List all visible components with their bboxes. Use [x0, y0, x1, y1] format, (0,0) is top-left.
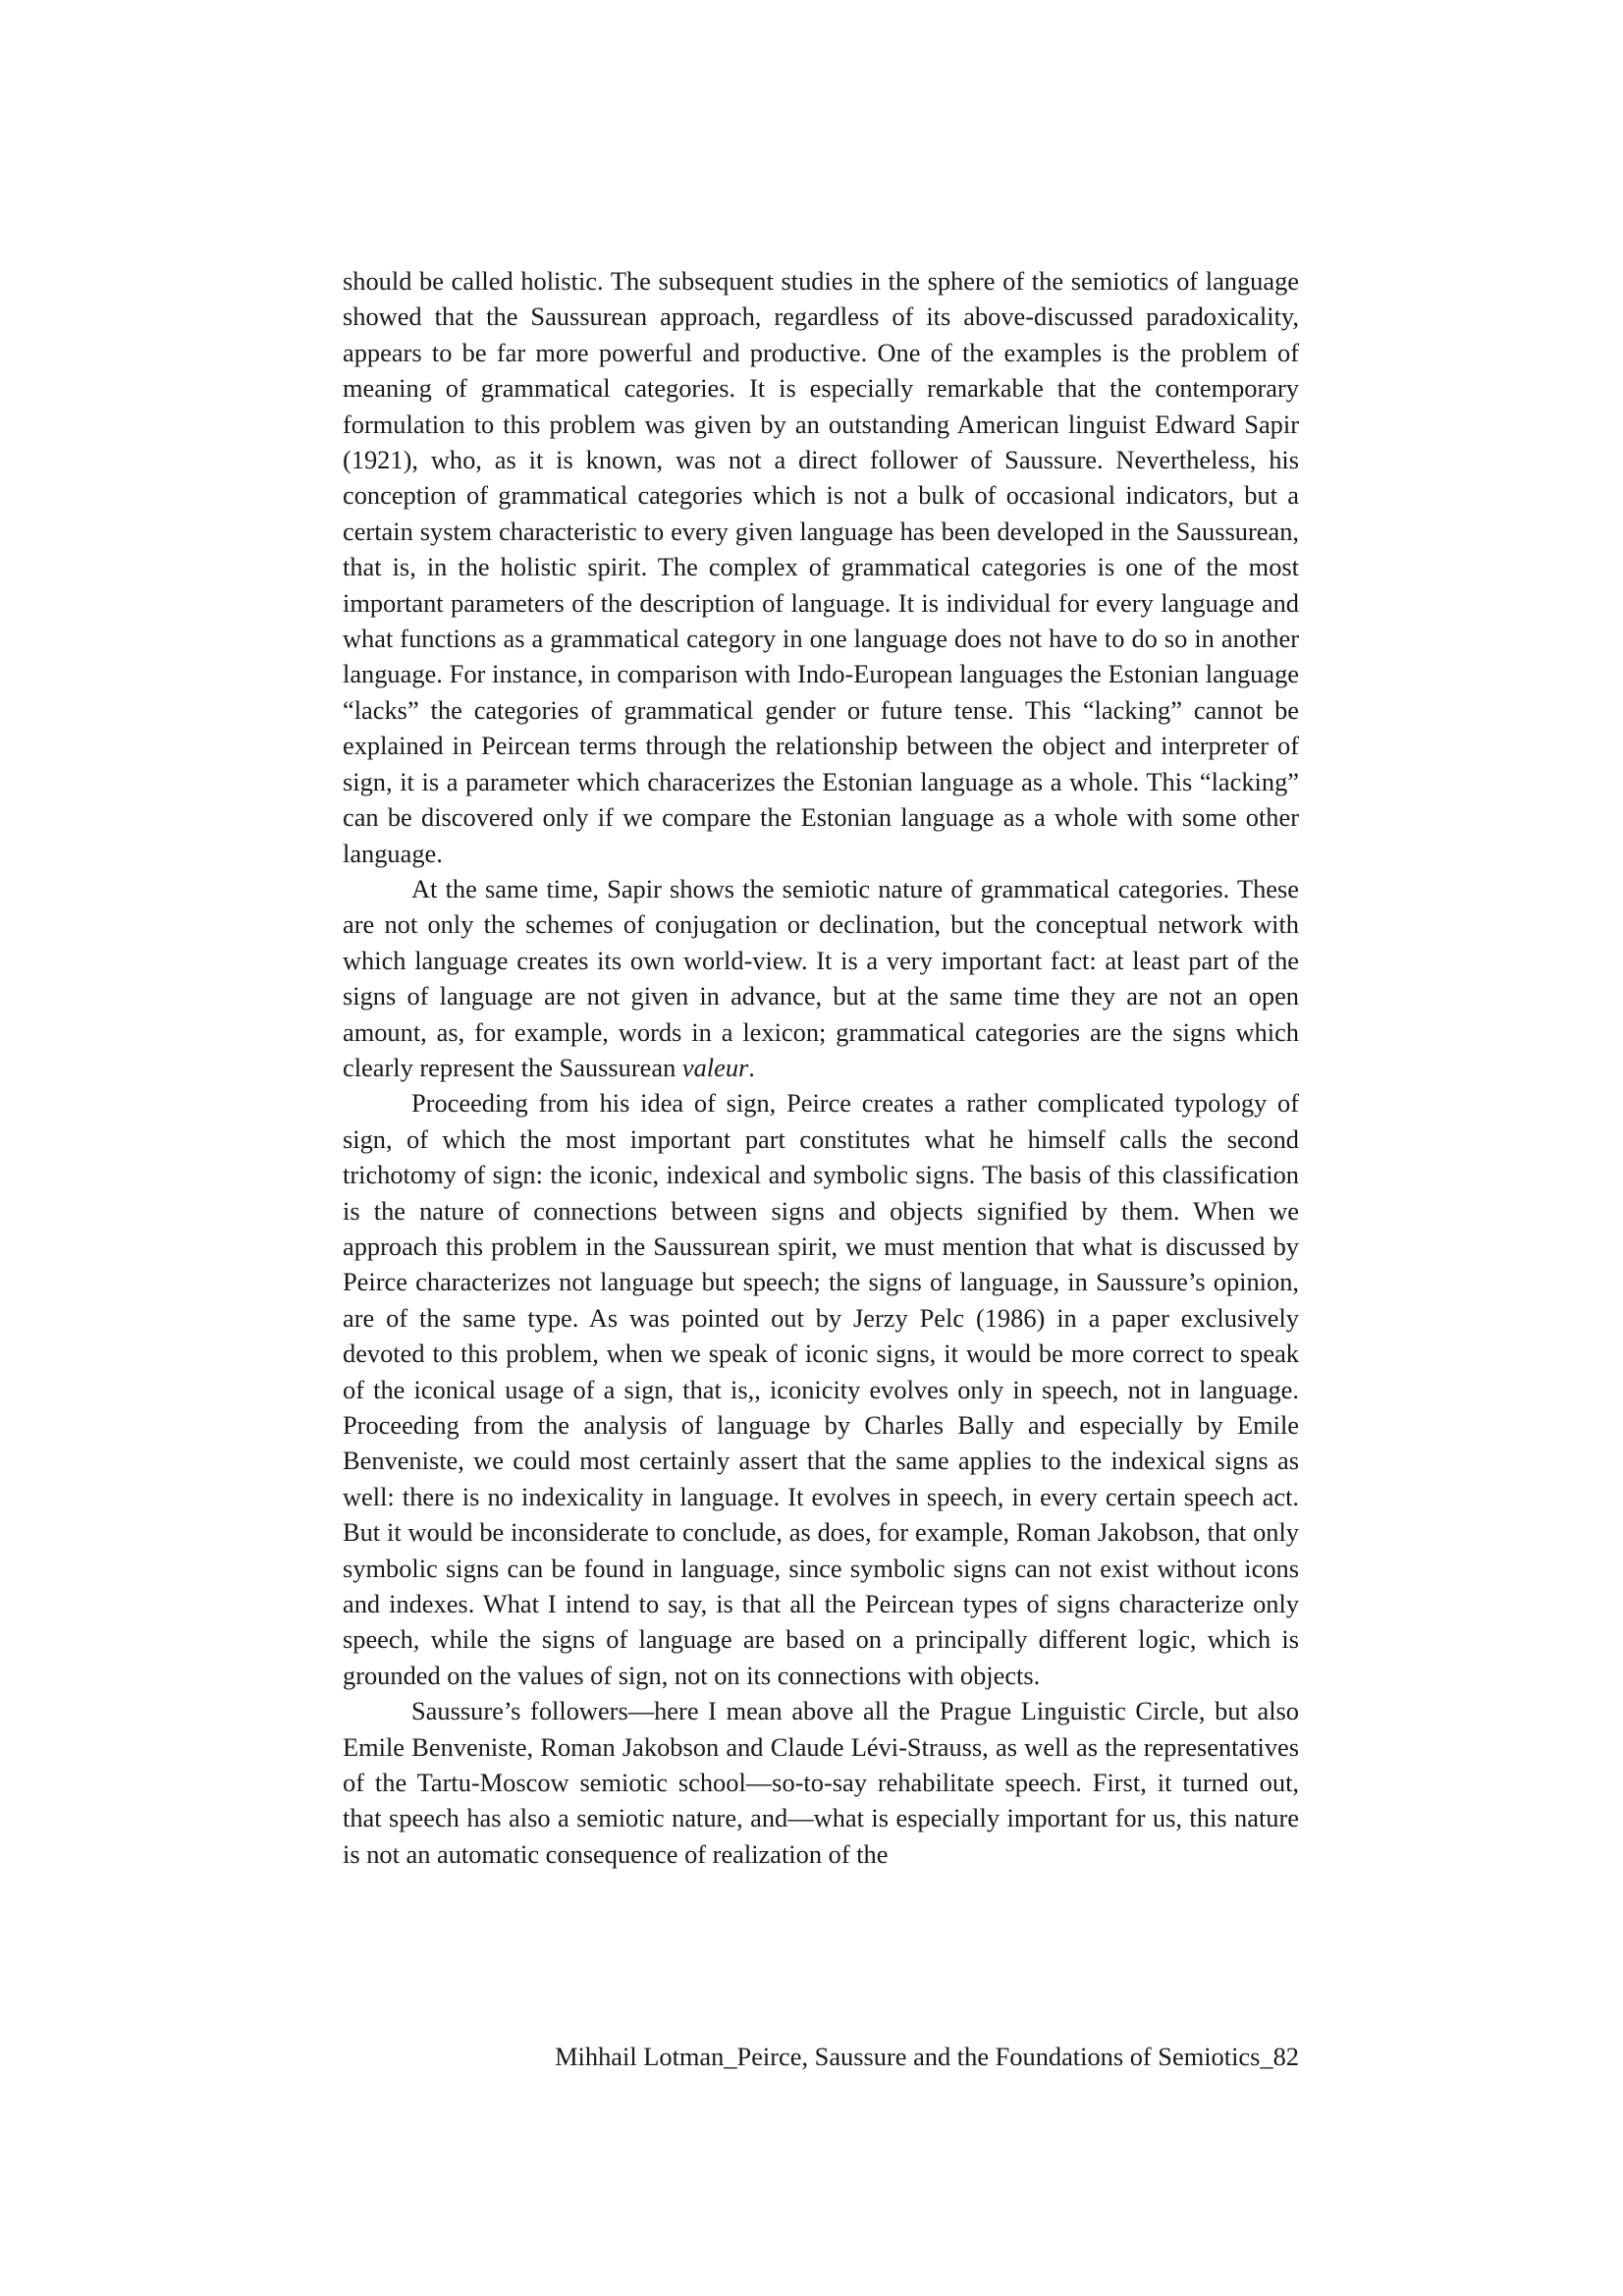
paragraph-1: should be called holistic. The subsequent studies in the sphere of the semiotics of language showed that the Saussurean approach, regardless of its above-discussed paradoxicality, appears to be far more powerful and productive. One of the examples is the problem of meaning of grammatical categories. It is especially remarkable that the contemporary formulation to this problem was given by an outstanding American linguist Edward Sapir (1921), who, as it is known, was not a direct follower of Saussure. Nevertheless, his conception of grammatical categories which is not a bulk of occasional indicators, but a certain system characteristic to every given language has been developed in the Saussurean, that is, in the holistic spirit. The complex of grammatical categories is one of the most important parameters of the description of language. It is individual for every language and what functions as a grammatical category in one language does not have to do so in another language. For instance, in comparison with Indo-European languages the Estonian language “lacks” the categories of grammatical gender or future tense. This “lacking” cannot be explained in Peircean terms through the relationship between the object and interpreter of sign, it is a parameter which characerizes the Estonian language as a whole. This “lacking” can be discovered only if we compare the Estonian language as a whole with some other language. — [343, 266, 1299, 868]
page-body — [343, 263, 1299, 1872]
paragraph-2-text-before: At the same time, Sapir shows the semiotic nature of grammatical categories. These are not only the schemes of conjugation or declination, but the conceptual network with which language creates its own world-view. It is a very important fact: at least part of the signs of language are not given in advance, but at the same time they are not an open amount, as, for example, words in a lexicon; grammatical categories are the signs which clearly represent the Saussurean — [343, 873, 1299, 1082]
page-footer: Mihhail Lotman_Peirce, Saussure and the Foundations of Semiotics_82 — [555, 2042, 1299, 2071]
paragraph-2-text-after: . — [748, 1052, 755, 1082]
paragraph-3: Proceeding from his idea of sign, Peirce creates a rather complicated typology of sign, of which the most important part constitutes what he himself calls the second trichotomy of sign: the iconic, indexical and symbolic signs. The basis of this classification is the nature of connections between signs and objects signified by them. When we approach this problem in the Saussurean spirit, we must mention that what is discussed by Peirce characterizes not language but speech; the signs of language, in Saussure’s opinion, are of the same type. As was pointed out by Jerzy Pelc (1986) in a paper exclusively devoted to this problem, when we speak of iconic signs, it would be more correct to speak of the iconical usage of a sign, that is,, iconicity evolves only in speech, not in language. Proceeding from the analysis of language by Charles Bally and especially by Emile Benveniste, we could most certainly assert that the same applies to the indexical signs as well: there is no indexicality in language. It evolves in speech, in every certain speech act. But it would be inconsiderate to conclude, as does, for example, Roman Jakobson, that only symbolic signs can be found in language, since symbolic signs can not exist without icons and indexes. What I intend to say, is that all the Peircean types of signs characterize only speech, while the signs of language are based on a principally different logic, which is grounded on the values of sign, not on its connections with objects. — [343, 1088, 1299, 1690]
paragraph-2 — [343, 871, 1299, 1085]
paragraph-2-italic-term: valeur — [681, 1052, 749, 1082]
paragraph-4: Saussure’s followers—here I mean above all the Prague Linguistic Circle, but also Emile Benveniste, Roman Jakobson and Claude Lévi-Strauss, as well as the representatives of the Tartu-Moscow semiotic school—so-to-say rehabilitate speech. First, it turned out, that speech has also a semiotic nature, and—what is especially important for us, this nature is not an automatic consequence of realization of the — [343, 1696, 1299, 1869]
